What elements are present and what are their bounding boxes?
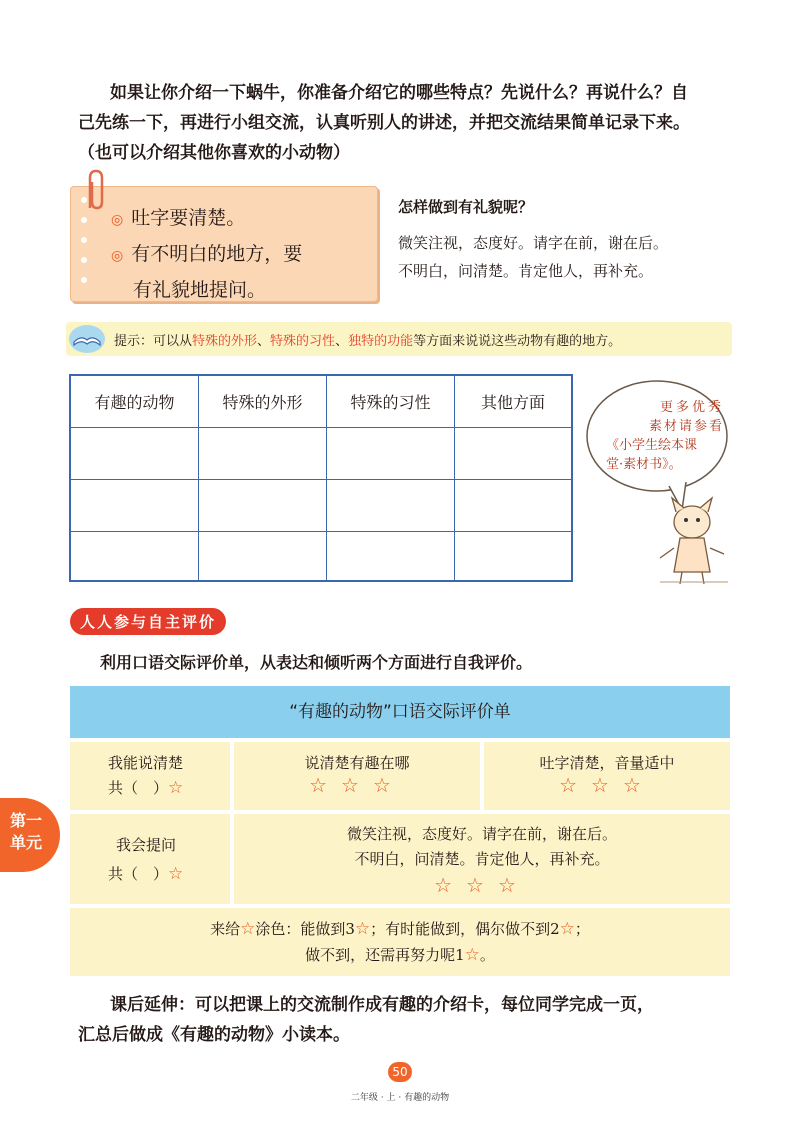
table-cell[interactable] [455, 479, 573, 531]
note-item-1: ◎ 吐字要清楚。 [111, 207, 246, 229]
tip-text: 提示：可以从特殊的外形、特殊的习性、独特的功能等方面来说说这些动物有趣的地方。 [114, 334, 622, 349]
bullet-icon: ◎ [111, 212, 124, 228]
speech-line-4: 堂·素材书》。 [606, 457, 682, 472]
evaluation-title: “有趣的动物”口语交际评价单 [70, 686, 730, 738]
rating-stars[interactable]: ☆☆☆ [434, 873, 530, 897]
table-cell[interactable] [199, 427, 327, 479]
speech-line-1: 更多优秀 [659, 400, 724, 415]
star-icon: ☆ [168, 864, 184, 884]
politeness-block [398, 196, 758, 285]
unit-side-tab [0, 798, 60, 872]
intro-paragraph [78, 78, 748, 168]
star-icon: ☆ [464, 945, 480, 965]
page-number-badge [388, 1062, 412, 1082]
table-cell[interactable] [199, 479, 327, 531]
star-icon: ☆ [354, 919, 371, 939]
table-header: 其他方面 [455, 375, 573, 427]
rating-stars[interactable]: ☆☆☆ [559, 773, 655, 797]
book-icon [66, 322, 108, 356]
table-cell[interactable] [70, 479, 199, 531]
tip-highlight-function: 独特的功能 [348, 334, 414, 349]
bullet-icon: ◎ [111, 248, 124, 264]
note-item-2-cont: 有礼貌地提问。 [133, 279, 267, 301]
table-cell[interactable] [327, 427, 455, 479]
star-icon: ☆ [240, 919, 256, 939]
eval-criterion-clear-voice: 吐字清楚，音量适中 ☆☆☆ [484, 742, 730, 810]
table-row [70, 479, 572, 531]
table-cell[interactable] [327, 479, 455, 531]
politeness-line-2: 不明白，问清楚。肯定他人，再补充。 [398, 262, 654, 280]
table-header: 有趣的动物 [70, 375, 199, 427]
page-caption: 二年级 · 上 · 有趣的动物 [350, 1093, 450, 1103]
eval-instructions: 来给☆涂色：能做到3☆；有时能做到，偶尔做不到2☆； 做不到，还需再努力呢1☆。 [70, 908, 730, 976]
paperclip-icon [80, 168, 110, 218]
intro-line-3: （也可以介绍其他你喜欢的小动物） [78, 143, 350, 163]
intro-line-2: 己先练一下，再进行小组交流，认真听别人的讲述，并把交流结果简单记录下来。 [78, 113, 690, 133]
tip-note-card [70, 186, 378, 302]
star-icon: ☆ [559, 919, 575, 939]
eval-criterion-interesting: 说清楚有趣在哪 ☆☆☆ [234, 742, 480, 810]
table-header-row [70, 375, 572, 427]
eval-criterion-polite-ask: 微笑注视，态度好。请字在前，谢在后。 不明白，问清楚。肯定他人，再补充。 ☆☆☆ [234, 814, 730, 904]
evaluation-intro: 利用口语交际评价单，从表达和倾听两个方面进行自我评价。 [100, 653, 533, 672]
extension-paragraph [78, 990, 748, 1050]
table-cell[interactable] [327, 531, 455, 581]
record-table [69, 374, 573, 582]
table-cell[interactable] [455, 427, 573, 479]
extension-line-1: 课后延伸：可以把课上的交流制作成有趣的介绍卡，每位同学完成一页， [110, 995, 654, 1015]
page-number: 50 [392, 1065, 408, 1079]
note-item-2: ◎ 有不明白的地方，要 [111, 243, 303, 265]
table-row [70, 427, 572, 479]
table-cell[interactable] [455, 531, 573, 581]
table-header: 特殊的外形 [199, 375, 327, 427]
extension-line-2: 汇总后做成《有趣的动物》小读本。 [78, 1025, 350, 1045]
table-cell[interactable] [199, 531, 327, 581]
evaluation-sheet [70, 686, 730, 976]
table-row [70, 531, 572, 581]
table-cell[interactable] [70, 531, 199, 581]
cartoon-fox-icon [652, 492, 732, 587]
tip-highlight-habit: 特殊的习性 [270, 334, 336, 349]
speech-line-2: 素材请参看 [648, 419, 724, 434]
rating-stars[interactable]: ☆☆☆ [309, 773, 405, 797]
tip-highlight-shape: 特殊的外形 [192, 334, 258, 349]
eval-label-ask: 我会提问 共（ ）☆ [70, 814, 230, 904]
evaluation-badge: 人人参与自主评价 [70, 608, 226, 635]
politeness-line-1: 微笑注视，态度好。请字在前，谢在后。 [398, 234, 669, 252]
eval-label-speak: 我能说清楚 共（ ）☆ [70, 742, 230, 810]
unit-tab-line-2: 单元 [9, 833, 42, 852]
table-cell[interactable] [70, 427, 199, 479]
star-icon: ☆ [168, 778, 184, 798]
speech-line-3: 《小学生绘本课 [606, 438, 698, 453]
unit-tab-line-1: 第一 [9, 811, 42, 830]
intro-line-1: 如果让你介绍一下蜗牛，你准备介绍它的哪些特点？先说什么？再说什么？自 [110, 83, 688, 103]
speech-text [606, 398, 724, 474]
table-header: 特殊的习性 [327, 375, 455, 427]
politeness-heading: 怎样做到有礼貌呢？ [398, 198, 534, 216]
